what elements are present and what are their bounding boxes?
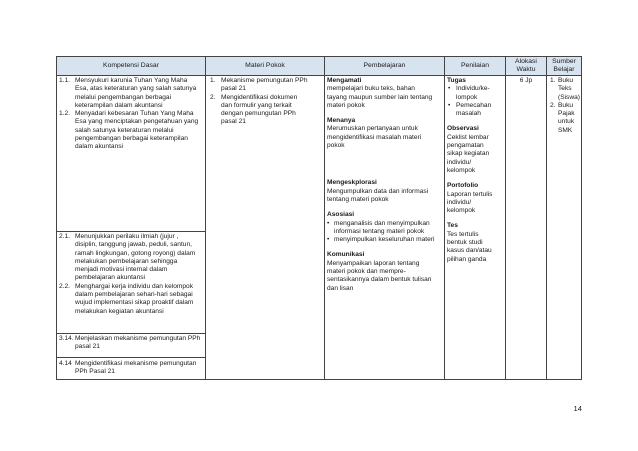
asosiasi-bullet	[327, 236, 442, 244]
asosiasi-title: Asosiasi	[327, 211, 355, 219]
sumber-number: 1.	[550, 77, 556, 84]
header-sumber-line: Sumber	[552, 57, 576, 65]
materi-item	[210, 77, 322, 94]
sumber-line: untuk	[558, 118, 575, 126]
header-penilaian	[444, 56, 505, 76]
bullet-icon: •	[327, 219, 330, 227]
komunikasi-line: sentasikannya dalam bentuk tulisan	[327, 276, 432, 284]
alokasi-value: 6 Jp	[519, 77, 533, 84]
kd-block-2	[56, 232, 205, 334]
kd-line: disiplin, tanggung jawab, peduli, santun,	[75, 241, 192, 249]
kd-line: Esa yang menciptakan pengetahuan yang	[75, 118, 199, 126]
bullet-icon: •	[327, 236, 330, 244]
sumber-line: Teks	[558, 85, 572, 93]
header-sumber-line: Belajar	[553, 66, 575, 73]
header-penilaian-label: Penilaian	[461, 61, 489, 69]
kd-line: Menjelaskan mekanisme pemungutan PPh	[75, 335, 201, 342]
mengamati-line: tayang maupun sumber lain tentang	[327, 93, 433, 101]
mengeksplorasi-line: tentang materi pokok	[327, 195, 389, 203]
tugas-line: masalah	[456, 110, 481, 118]
kd-item	[59, 283, 203, 316]
komunikasi-title: Komunikasi	[327, 251, 365, 259]
kd-line: menjadi motivasi internal dalam	[75, 266, 168, 274]
sumber-cell	[546, 76, 582, 380]
materi-line: pasal 21	[221, 85, 246, 93]
kd-line: pengembangan berbagai keterampilan	[75, 135, 188, 143]
tes-line: bentuk studi	[447, 239, 483, 247]
materi-line: dan formulir yang terkait	[221, 101, 292, 109]
materi-line: pasal 21	[221, 118, 246, 126]
observasi-line: sikap kegiatan	[447, 150, 490, 158]
menanya-line: mengidentifikasi masalah materi	[327, 133, 422, 141]
kd-line: pasal 21	[75, 343, 100, 351]
sumber-number: 2.	[550, 101, 556, 109]
kd-block-1	[56, 76, 205, 232]
menanya-line: pokok	[327, 142, 345, 150]
menanya-line: Merumuskan pertanyaan untuk	[327, 125, 418, 133]
kd-item	[59, 77, 203, 110]
materi-line: dengan pemungutan PPh	[221, 110, 296, 118]
kd-line: melakukan kegiatan akuntansi	[75, 307, 164, 315]
tugas-line: Individu/ke-	[456, 85, 490, 93]
mengeksplorasi-line: Mengumpulkan data dan informasi	[327, 187, 429, 195]
header-kompetensi	[56, 56, 205, 76]
menanya-title: Menanya	[327, 117, 356, 125]
kd-line: ramah lingkungan, gotong royong) dalam	[75, 249, 196, 257]
bullet-icon: •	[448, 101, 451, 109]
kd-number: 2.1.	[59, 233, 70, 240]
kd-line: Esa, atas keteraturan yang salah satunya	[75, 85, 197, 93]
observasi-line: pengamatan	[447, 142, 484, 150]
tugas-title: Tugas	[447, 77, 466, 84]
kd-number: 4.14	[59, 360, 72, 367]
sumber-item	[550, 102, 580, 135]
kd-line: salah satunya keteraturan melalui	[75, 126, 174, 134]
portofolio-line: individu/	[447, 198, 472, 206]
sumber-line: (Siswa)	[558, 93, 580, 101]
observasi-title: Observasi	[447, 125, 479, 133]
mengamati-line: mempelajari buku teks, bahan	[327, 85, 415, 93]
kd-item	[59, 360, 203, 377]
komunikasi-line: materi pokok dan mempre-	[327, 268, 406, 276]
portofolio-title: Portofolio	[447, 182, 479, 190]
materi-line: Mekanisme pemungutan PPh	[221, 77, 308, 84]
kd-line: melakukan pembelajaran sehingga	[75, 257, 178, 265]
kd-line: Menghargai kerja individu dan kelompok	[75, 282, 194, 290]
header-pembelajaran-label: Pembelajaran	[363, 61, 406, 69]
materi-item	[210, 94, 322, 127]
kd-number: 2.2.	[59, 282, 70, 290]
kd-item	[59, 110, 203, 151]
kd-item	[59, 335, 203, 352]
kd-number: 1.1.	[59, 77, 70, 84]
tes-line: kasus dan/atau	[447, 247, 492, 255]
asosiasi-line: menganalisis dan menyimpulkan	[334, 219, 430, 227]
header-materi-label: Materi Pokok	[245, 61, 285, 69]
materi-line: Mengidentifikasi dokumen	[221, 93, 298, 101]
kd-number: 1.2.	[59, 110, 70, 118]
asosiasi-line: menyimpulkan keseluruhan materi	[334, 236, 435, 244]
penilaian-cell	[444, 76, 505, 380]
pembelajaran-cell	[324, 76, 444, 380]
kd-line: keterampilan dalam akuntansi	[75, 101, 163, 109]
kd-line: Menunjukkan perilaku ilmiah (jujur ,	[75, 233, 179, 240]
asosiasi-bullet	[327, 220, 442, 237]
observasi-line: Ceklist lembar	[447, 133, 489, 141]
tugas-bullet	[447, 85, 503, 102]
sumber-line: SMK	[558, 126, 573, 134]
mengamati-title: Mengamati	[327, 77, 362, 84]
tugas-line: lompok	[456, 93, 478, 101]
materi-pokok-cell	[205, 76, 324, 380]
header-sumber	[546, 56, 582, 76]
komunikasi-line: Menyampaikan laporan tentang	[327, 259, 420, 267]
kd-line: Mengidentifikasi mekanisme pemungutan	[75, 360, 197, 367]
kd-line: dalam akuntansi	[75, 143, 124, 151]
header-alokasi	[505, 56, 546, 76]
kd-item	[59, 233, 203, 283]
header-pembelajaran	[324, 56, 444, 76]
kd-line: melalui pengembangan berbagai	[75, 93, 172, 101]
kd-block-4	[56, 358, 205, 380]
alokasi-cell	[505, 76, 546, 380]
syllabus-table	[56, 56, 582, 380]
kd-line: PPh Pasal 21	[75, 368, 115, 376]
portofolio-line: Laporan tertulis	[447, 190, 493, 198]
kd-line: wujud implementasi sikap proaktif dalam	[75, 299, 194, 307]
bullet-icon: •	[448, 85, 451, 93]
komunikasi-line: dan lisan	[327, 284, 354, 292]
tes-line: Tes tertulis	[447, 230, 479, 238]
tes-title: Tes	[447, 222, 458, 230]
tugas-line: Pemecahan	[456, 101, 492, 109]
kd-line: dalam pembelajaran sehari-hari sebagai	[75, 291, 193, 299]
header-alokasi-line: Waktu	[516, 66, 536, 73]
asosiasi-line: informasi tentang materi pokok	[334, 227, 425, 235]
page-number: 14	[573, 404, 582, 413]
kd-block-3	[56, 334, 205, 358]
kd-number: 3.14.	[59, 335, 74, 342]
mengeksplorasi-title: Mengeskplorasi	[327, 179, 377, 187]
sumber-item	[550, 77, 580, 102]
materi-number: 1.	[210, 77, 216, 84]
observasi-line: individu/	[447, 158, 472, 166]
sumber-line: Buku	[558, 101, 574, 109]
portofolio-line: kelompok	[447, 207, 476, 215]
sumber-line: Buku	[558, 77, 574, 84]
materi-number: 2.	[210, 93, 216, 101]
kd-line: pembelajaran akuntansi	[75, 274, 146, 282]
header-materi	[205, 56, 324, 76]
header-alokasi-line: Alokasi	[515, 57, 537, 65]
kd-line: Menyadari kebesaran Tuhan Yang Maha	[75, 110, 194, 118]
header-kompetensi-label: Kompetensi Dasar	[103, 61, 159, 69]
sumber-line: Pajak	[558, 110, 575, 118]
kd-line: Mensyukuri karunia Tuhan Yang Maha	[75, 77, 188, 84]
tes-line: pilihan ganda	[447, 255, 487, 263]
observasi-line: kelompok	[447, 166, 476, 174]
mengamati-line: materi pokok	[327, 101, 365, 109]
tugas-bullet	[447, 102, 503, 119]
